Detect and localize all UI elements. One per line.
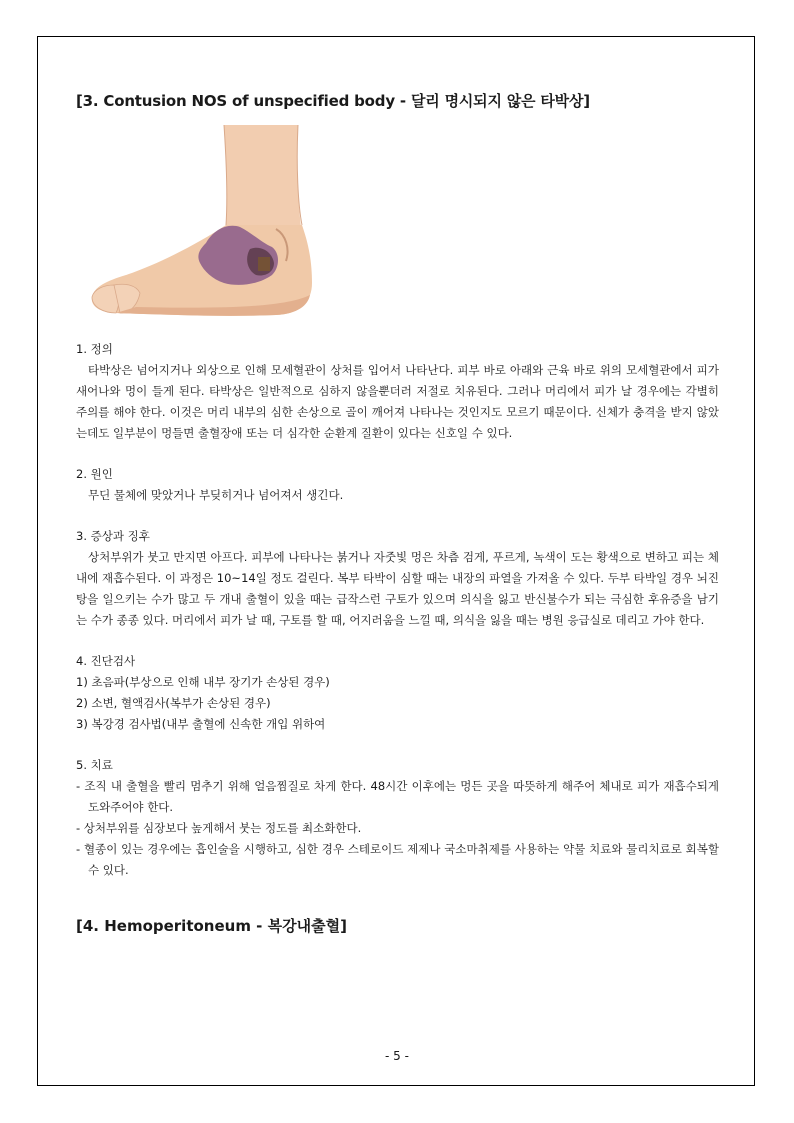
cause-heading: 2. 원인: [76, 467, 113, 481]
section4-title: [4. Hemoperitoneum - 복강내출혈]: [76, 917, 347, 935]
treatment-item: - 상처부위를 심장보다 높게해서 붓는 정도를 최소화한다.: [76, 821, 362, 835]
treatment-item: - 혈종이 있는 경우에는 흡인술을 시행하고, 심한 경우 스테로이드 제제나 국소마취제를 사용하는 약물 치료와 물리치료로 회복할 수 있다.: [76, 842, 719, 877]
symptom-heading: 3. 증상과 징후: [76, 529, 150, 543]
definition-text: 타박상은 넘어지거나 외상으로 인해 모세혈관이 상처를 입어서 나타난다. 피부 바로 아래와 근육 바로 위의 모세혈관에서 피가 새어나와 멍이 들게 된다. 타박상은 일반적으로 심하지 않을뿐더러 저절로 치유된다. 그러나 머리에서 피가 날 경우에는 각별히 주의를 해야 한다. 이것은 머리 내부의 심한 손상으로 골이 깨어져 나타나는 것인지도 모르기 때문이다. 신체가 충격을 받지 않았는데도 일부분이 멍들면 출혈장애 또는 더 심각한 순환계 질환이 있다는 신호일 수 있다.: [76, 363, 719, 440]
cause-text: 무딘 물체에 맞았거나 부딪히거나 넘어져서 생긴다.: [88, 488, 344, 502]
page-number: - 5 -: [385, 1049, 409, 1063]
symptom-text: 상처부위가 붓고 만지면 아프다. 피부에 나타나는 붉거나 자줏빛 멍은 차츰 검게, 푸르게, 녹색이 도는 황색으로 변하고 피는 체내에 재흡수된다. 이 과정은 10~14일 정도 걸린다. 복부 타박이 심할 때는 내장의 파열을 가져올 수 있다. 두부 타박일 경우 뇌진탕을 일으키는 수가 많고 두 개내 출혈이 있을 때는 급작스런 구토가 있으며 의식을 잃고 반신불수가 되는 극심한 후유증을 남기는 수가 종종 있다. 머리에서 피가 날 때, 구토를 할 때, 어지러움을 느낄 때, 의식을 잃을 때는 병원 응급실로 데리고 가야 한다.: [76, 550, 719, 627]
bruised-ankle-illustration: [76, 125, 316, 325]
page-content: [76, 90, 719, 936]
diagnosis-heading: 4. 진단검사: [76, 654, 136, 668]
definition-heading: 1. 정의: [76, 342, 113, 356]
diagnosis-item: 2) 소변, 혈액검사(복부가 손상된 경우): [76, 696, 271, 710]
treatment-item: - 조직 내 출혈을 빨리 멈추기 위해 얼음찜질로 차게 한다. 48시간 이후에는 멍든 곳을 따뜻하게 해주어 체내로 피가 재흡수되게 도와주어야 한다.: [76, 779, 719, 814]
treatment-heading: 5. 치료: [76, 758, 113, 772]
diagnosis-item: 3) 복강경 검사법(내부 출혈에 신속한 개입 위하여: [76, 717, 326, 731]
section3-title: [3. Contusion NOS of unspecified body - 달리 명시되지 않은 타박상]: [76, 92, 590, 110]
diagnosis-item: 1) 초음파(부상으로 인해 내부 장기가 손상된 경우): [76, 675, 330, 689]
